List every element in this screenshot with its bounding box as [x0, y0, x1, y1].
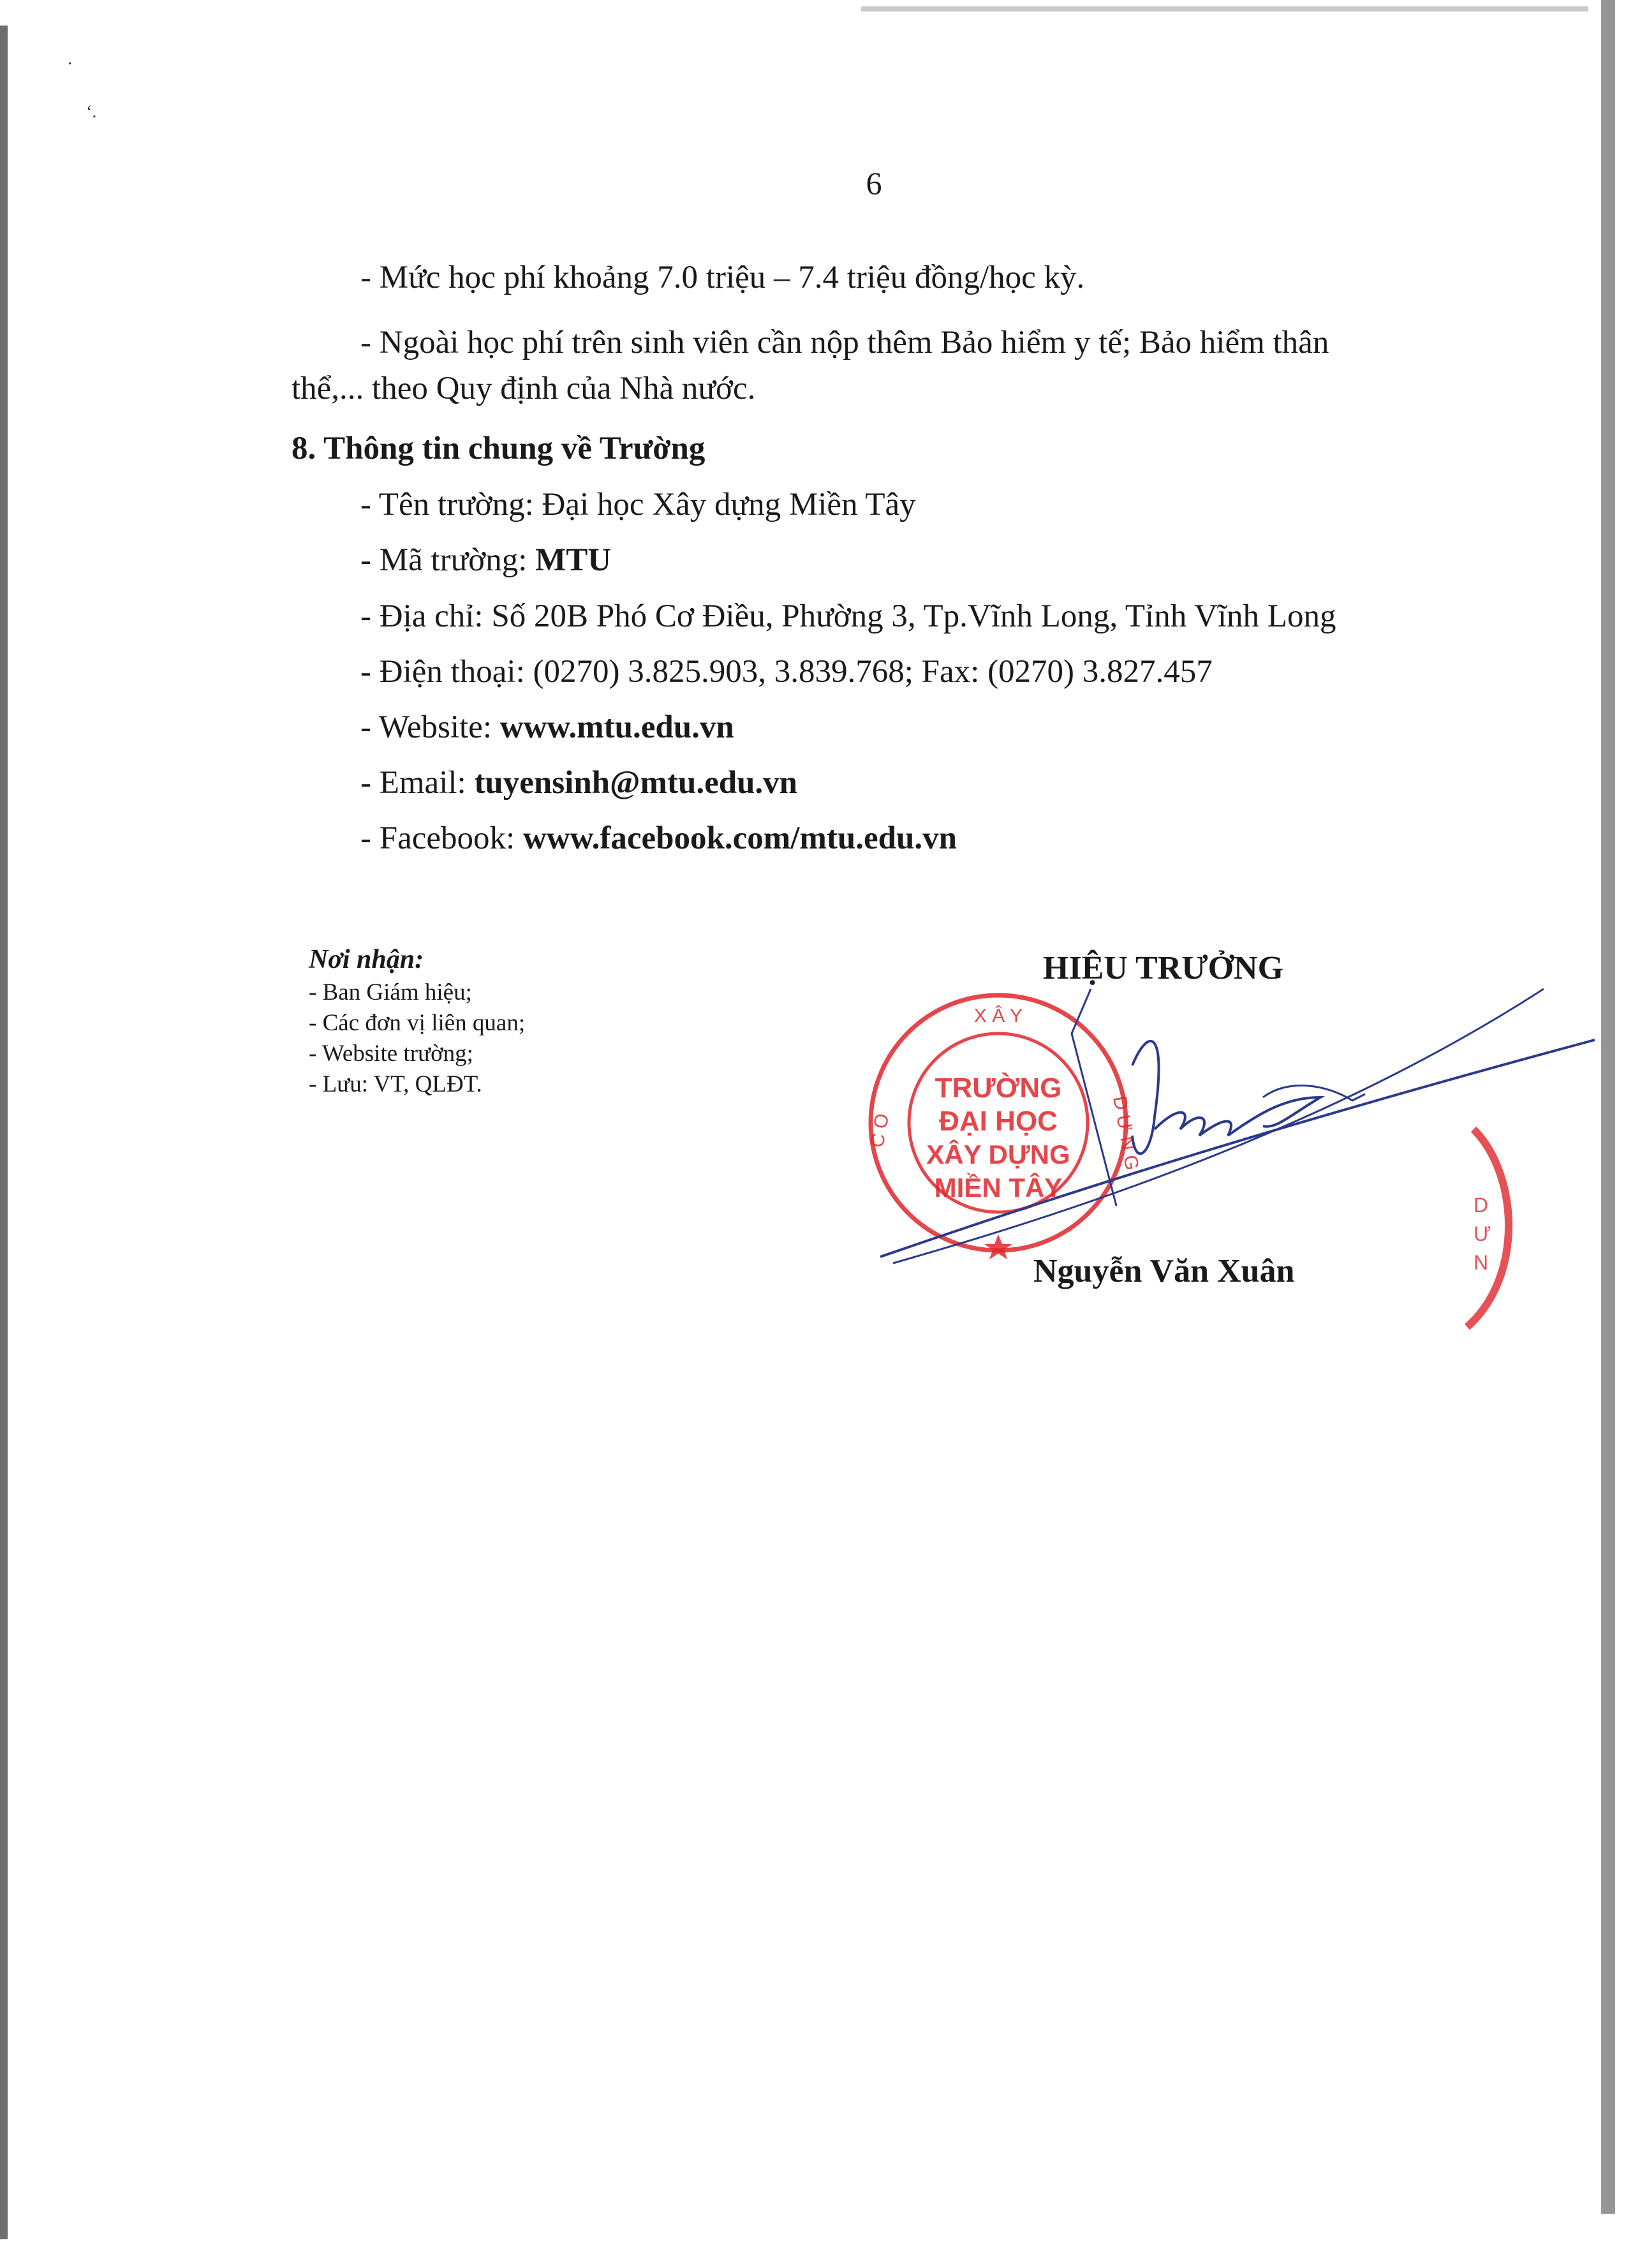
scan-edge-top [861, 6, 1588, 11]
facebook-value: www.facebook.com/mtu.edu.vn [522, 820, 957, 856]
school-code-label: - Mã trường: [360, 542, 536, 578]
recipient-item: - Các đơn vị liên quan; [309, 1010, 526, 1036]
stamp-line4: MIỀN TÂY [934, 1173, 1063, 1203]
website-label: - Website: [360, 709, 500, 745]
signer-name: Nguyễn Văn Xuân [1033, 1253, 1295, 1289]
svg-text:N: N [1474, 1251, 1489, 1274]
svg-text:D Ư N G: D Ư N G [1109, 1094, 1142, 1172]
website-line [360, 711, 734, 744]
svg-text:Ư: Ư [1474, 1222, 1491, 1245]
svg-text:C O: C O [866, 1111, 894, 1150]
scan-edge-right [1601, 0, 1615, 2214]
facebook-line [360, 822, 957, 855]
recipients-block [309, 944, 525, 1100]
stamp-line1: TRƯỜNG [935, 1072, 1062, 1104]
recipients-title: Nơi nhận: [309, 945, 424, 974]
recipient-item: - Ban Giám hiệu; [309, 979, 472, 1005]
stamp-line3: XÂY DỰNG [926, 1139, 1070, 1169]
page-edge-stamp [1448, 1123, 1518, 1333]
address-line: - Địa chỉ: Số 20B Phó Cơ Điều, Phường 3, Tp.Vĩnh Long, Tỉnh Vĩnh Long [360, 598, 1336, 634]
scan-speck: · [67, 54, 73, 74]
stamp-line2: ĐẠI HỌC [939, 1106, 1058, 1137]
page-number: 6 [866, 165, 882, 201]
email-value: tuyensinh@mtu.edu.vn [474, 765, 798, 801]
school-name-line: - Tên trường: Đại học Xây dựng Miền Tây [360, 487, 916, 523]
email-line [360, 767, 797, 799]
recipient-item: - Website trường; [309, 1041, 473, 1067]
school-code-line [360, 544, 611, 577]
school-code-value: MTU [535, 542, 612, 578]
tuition-line: - Mức học phí khoảng 7.0 triệu – 7.4 triệu đồng/học kỳ. [360, 260, 1085, 295]
insurance-line-2: thể,... theo Quy định của Nhà nước. [292, 371, 756, 406]
facebook-label: - Facebook: [360, 820, 523, 856]
website-value: www.mtu.edu.vn [499, 709, 734, 745]
insurance-line-1: - Ngoài học phí trên sinh viên cần nộp thêm Bảo hiểm y tế; Bảo hiểm thân [360, 325, 1329, 360]
scan-edge-left [0, 26, 8, 2239]
phone-line: - Điện thoại: (0270) 3.825.903, 3.839.768; Fax: (0270) 3.827.457 [360, 654, 1213, 690]
scan-speck: ʻ. [86, 102, 97, 122]
svg-text:D: D [1474, 1194, 1489, 1217]
svg-text:X Â Y: X Â Y [973, 1005, 1023, 1027]
email-label: - Email: [360, 765, 475, 801]
section-heading: 8. Thông tin chung về Trường [292, 431, 706, 466]
signature-title: HIỆU TRƯỞNG [1043, 950, 1284, 986]
recipient-item: - Lưu: VT, QLĐT. [309, 1071, 482, 1097]
